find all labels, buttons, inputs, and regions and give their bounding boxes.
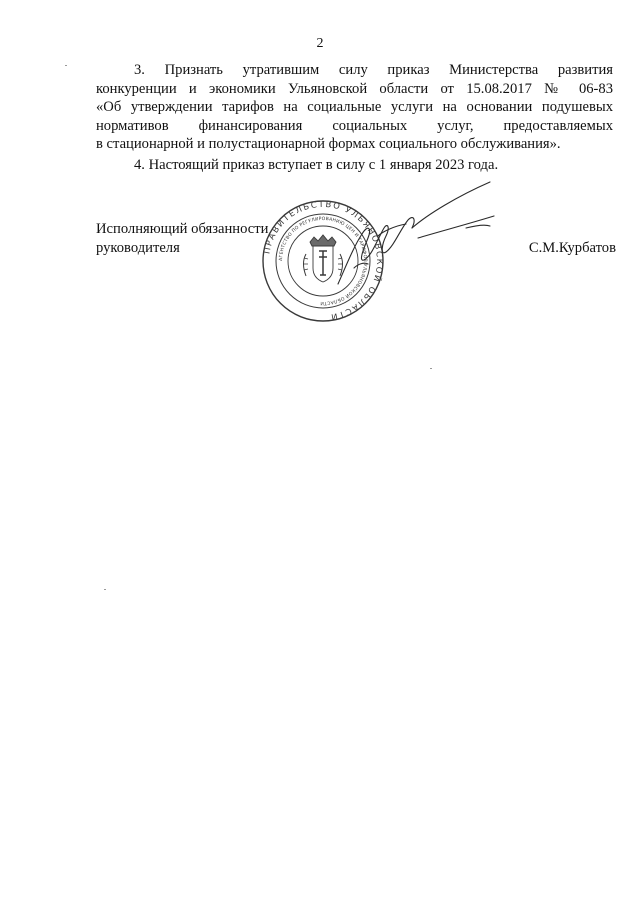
page-number: 2 bbox=[316, 36, 324, 51]
signatory-title-line-1: Исполняющий обязанности bbox=[96, 221, 269, 237]
paragraph-3-line-2: конкуренции и экономики Ульяновской области от 15.08.2017 № 06-83 bbox=[96, 80, 613, 97]
paragraph-4: 4. Настоящий приказ вступает в силу с 1 января 2023 года. bbox=[134, 156, 499, 173]
document-body bbox=[96, 61, 613, 174]
paragraph-3 bbox=[96, 61, 613, 154]
paragraph-3-line-3: «Об утверждении тарифов на социальные услуги на основании подушевых bbox=[96, 99, 613, 115]
handwritten-signature bbox=[318, 176, 508, 296]
scan-speck bbox=[104, 589, 106, 590]
signatory-name: С.М.Курбатов bbox=[528, 240, 616, 256]
paragraph-3-line-4: нормативов финансирования социальных услуг, предоставляемых bbox=[96, 117, 613, 134]
scan-speck bbox=[430, 368, 432, 369]
scan-speck bbox=[65, 65, 67, 66]
paragraph-3-line-1: 3. Признать утратившим силу приказ Министерства развития bbox=[134, 62, 613, 78]
seal-inner-text-path: АГЕНТСТВО ПО РЕГУЛИРОВАНИЮ ЦЕН И ТАРИФОВ УЛЬЯНОВСКОЙ ОБЛАСТИ bbox=[278, 216, 368, 306]
seal-outer-text-path: ПРАВИТЕЛЬСТВО УЛЬЯНОВСКОЙ ОБЛАСТИ bbox=[261, 198, 385, 323]
signatory-title-line-2: руководителя bbox=[96, 240, 180, 256]
paragraph-3-line-5: в стационарной и полустационарной формах социального обслуживания». bbox=[96, 136, 561, 152]
